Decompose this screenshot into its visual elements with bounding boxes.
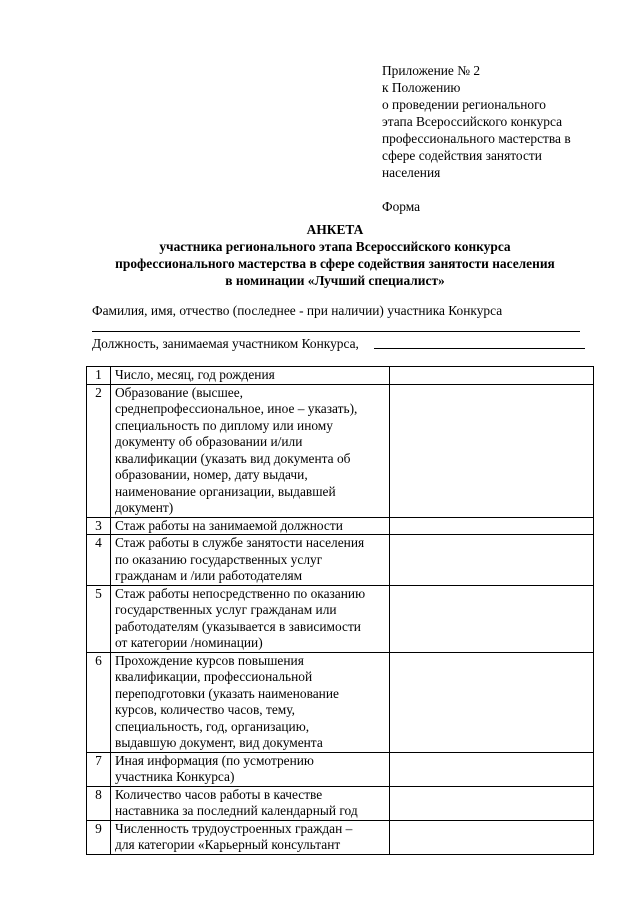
form-label: Форма <box>382 199 421 214</box>
title-heading: АНКЕТА <box>306 222 364 237</box>
fio-fill-line[interactable] <box>92 331 580 332</box>
question-line: гражданам и /или работодателям <box>115 568 303 583</box>
question-line: Образование (высшее, <box>115 384 244 400</box>
table-row <box>87 367 594 385</box>
question-line: наименование организации, выдавшей <box>115 483 336 499</box>
row-number: 8 <box>87 786 111 820</box>
question-line: Иная информация (по усмотрению <box>115 752 314 768</box>
question-line: среднепрофессиональное, иное – указать), <box>115 401 358 416</box>
position-label: Должность, занимаемая участником Конкурса, <box>92 336 359 351</box>
appendix-line: сфере содействия занятости <box>382 148 542 163</box>
question-text <box>111 652 390 752</box>
question-line: для категории «Карьерный консультант <box>115 837 341 852</box>
question-line: государственных услуг гражданам или <box>115 602 337 617</box>
question-line: документ) <box>115 500 174 515</box>
appendix-line: Приложение № 2 <box>382 63 481 78</box>
question-line: участника Конкурса) <box>115 769 235 784</box>
question-line: специальность, год, организацию, <box>115 718 310 734</box>
question-text <box>111 535 390 586</box>
answer-cell[interactable] <box>390 786 594 820</box>
table-row <box>87 535 594 586</box>
question-text <box>111 820 390 854</box>
answer-cell[interactable] <box>390 752 594 786</box>
table-row <box>87 820 594 854</box>
question-line: по оказанию государственных услуг <box>115 551 323 567</box>
answer-cell[interactable] <box>390 585 594 652</box>
question-line: Стаж работы в службе занятости населения <box>115 535 365 550</box>
title-line: профессионального мастерства в сфере содействия занятости населения <box>115 256 555 271</box>
table-row <box>87 517 594 535</box>
appendix-line: населения <box>382 165 441 180</box>
question-line: документу об образовании и/или <box>115 434 303 449</box>
question-line: квалификации (указать вид документа об <box>115 450 351 466</box>
question-text <box>111 786 390 820</box>
answer-cell[interactable] <box>390 820 594 854</box>
question-line: Стаж работы на занимаемой должности <box>115 517 343 533</box>
table-row <box>87 652 594 752</box>
question-text <box>111 384 390 517</box>
question-text <box>111 517 390 535</box>
table-row <box>87 786 594 820</box>
document-title <box>80 221 590 289</box>
appendix-line: к Положению <box>382 80 461 95</box>
fio-label: Фамилия, имя, отчество (последнее - при наличии) участника Конкурса <box>92 303 503 318</box>
title-line: в номинации «Лучший специалист» <box>225 273 445 288</box>
row-number: 1 <box>87 367 111 385</box>
title-line: участника регионального этапа Всероссийского конкурса <box>159 239 511 254</box>
question-text <box>111 367 390 385</box>
question-line: работодателям (указывается в зависимости <box>115 618 361 634</box>
answer-cell[interactable] <box>390 517 594 535</box>
row-number: 3 <box>87 517 111 535</box>
question-line: Прохождение курсов повышения <box>115 652 304 668</box>
answer-cell[interactable] <box>390 384 594 517</box>
row-number: 9 <box>87 820 111 854</box>
question-line: Количество часов работы в качестве <box>115 786 323 802</box>
appendix-line: профессионального мастерства в <box>382 131 571 146</box>
table-row <box>87 585 594 652</box>
question-line: Стаж работы непосредственно по оказанию <box>115 585 366 601</box>
appendix-line: о проведении регионального <box>382 97 546 112</box>
question-line: Численность трудоустроенных граждан – <box>115 820 353 836</box>
row-number: 6 <box>87 652 111 752</box>
question-line: выдавшую документ, вид документа <box>115 735 323 750</box>
table-row <box>87 384 594 517</box>
appendix-block <box>382 62 622 215</box>
position-fill-line[interactable] <box>374 348 585 349</box>
table-row <box>87 752 594 786</box>
row-number: 5 <box>87 585 111 652</box>
question-line: образовании, номер, дату выдачи, <box>115 467 308 482</box>
row-number: 7 <box>87 752 111 786</box>
question-text <box>111 585 390 652</box>
question-text <box>111 752 390 786</box>
question-line: специальность по диплому или иному <box>115 417 333 433</box>
question-line: от категории /номинации) <box>115 635 263 650</box>
question-line: переподготовки (указать наименование <box>115 685 339 701</box>
question-line: квалификации, профессиональной <box>115 669 313 684</box>
question-line: наставника за последний календарный год <box>115 803 358 818</box>
row-number: 4 <box>87 535 111 586</box>
question-line: курсов, количество часов, тему, <box>115 702 295 717</box>
question-line: Число, месяц, год рождения <box>115 367 275 382</box>
appendix-line: этапа Всероссийского конкурса <box>382 114 563 129</box>
questionnaire-table <box>86 366 594 855</box>
answer-cell[interactable] <box>390 535 594 586</box>
answer-cell[interactable] <box>390 367 594 385</box>
answer-cell[interactable] <box>390 652 594 752</box>
row-number: 2 <box>87 384 111 517</box>
